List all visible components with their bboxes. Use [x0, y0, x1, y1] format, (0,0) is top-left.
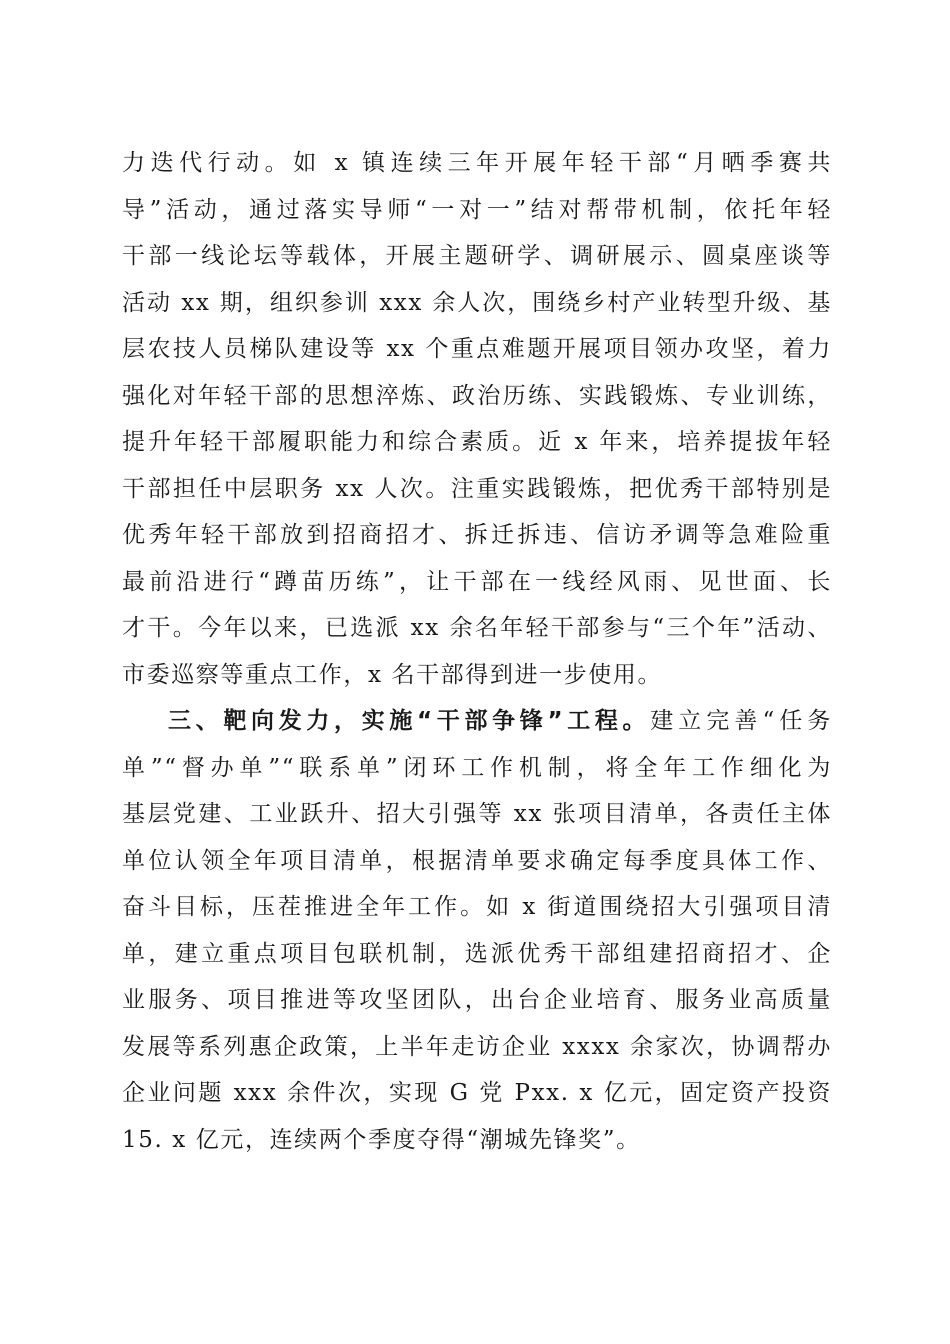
paragraph-1 [122, 140, 832, 698]
text-line: 力迭代行动。如 x 镇连续三年开展年轻干部“月晒季赛共 [122, 150, 832, 176]
paragraph-2-first-line [122, 698, 832, 745]
paragraph-2 [122, 698, 832, 1163]
text-line: 单，建立重点项目包联机制，选派优秀干部组建招商招才、企 [122, 940, 832, 967]
text-line: 单”“督办单”“联系单”闭环工作机制，将全年工作细化为 [122, 754, 832, 781]
text-line: 企业问题 xxx 余件次，实现 G 党 Pxx. x 亿元，固定资产投资 [122, 1080, 832, 1106]
text-line: 导”活动，通过落实导师“一对一”结对帮带机制，依托年轻 [122, 196, 832, 223]
document-body [122, 140, 832, 1163]
text-line: 干部一线论坛等载体，开展主题研学、调研展示、圆桌座谈等 [122, 243, 832, 269]
text-line: 才干。今年以来，已选派 xx 余名年轻干部参与“三个年”活动、 [122, 615, 832, 641]
text-line: 市委巡察等重点工作，x 名干部得到进一步使用。 [122, 661, 663, 688]
text-line: 基层党建、工业跃升、招大引强等 xx 张项目清单，各责任主体 [122, 801, 832, 827]
text-line: 单位认领全年项目清单，根据清单要求确定每季度具体工作、 [122, 847, 832, 874]
text-line: 最前沿进行“蹲苗历练”，让干部在一线经风雨、见世面、长 [122, 568, 832, 595]
text-line: 活动 xx 期，组织参训 xxx 余人次，围绕乡村产业转型升级、基 [122, 289, 832, 316]
text-line: 业服务、项目推进等攻坚团队，出台企业培育、服务业高质量 [122, 987, 832, 1013]
text-line: 强化对年轻干部的思想淬炼、政治历练、实践锻炼、专业训练， [122, 382, 832, 409]
text-line: 提升年轻干部履职能力和综合素质。近 x 年来，培养提拔年轻 [122, 429, 832, 455]
text-line: 层农技人员梯队建设等 xx 个重点难题开展项目领办攻坚，着力 [122, 336, 832, 362]
text-line: 发展等系列惠企政策，上半年走访企业 xxxx 余家次，协调帮办 [122, 1033, 832, 1060]
text-line: 干部担任中层职务 xx 人次。注重实践锻炼，把优秀干部特别是 [122, 475, 832, 502]
text-line: 奋斗目标，压茬推进全年工作。如 x 街道围绕招大引强项目清 [122, 894, 832, 920]
text-line: 15. x 亿元，连续两个季度夺得“潮城先锋奖”。 [122, 1126, 641, 1153]
section-heading: 三、靶向发力，实施“干部争锋”工程。 [168, 708, 651, 734]
text-fragment: 建立完善“任务 [650, 708, 832, 734]
text-line: 优秀年轻干部放到招商招才、拆迁拆违、信访矛调等急难险重 [122, 522, 832, 548]
